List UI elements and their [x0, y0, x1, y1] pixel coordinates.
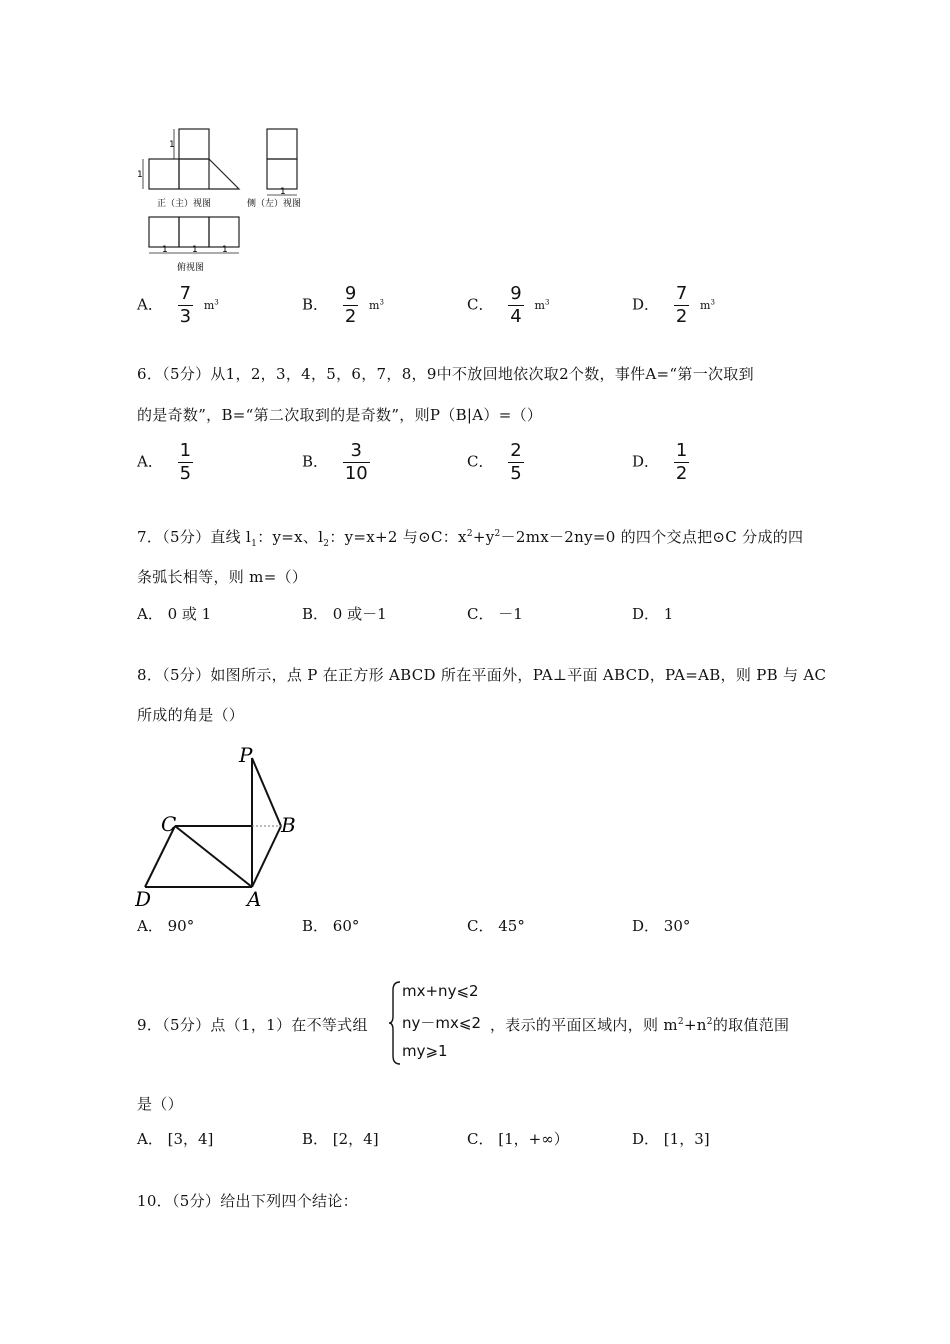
top-view-caption: 俯视图 — [177, 263, 205, 273]
q5-option-a — [137, 285, 219, 326]
numerator: 9 — [344, 283, 357, 304]
top-dim-label-1: 1 — [162, 245, 168, 255]
three-view-figure — [137, 125, 317, 275]
fraction — [674, 442, 689, 483]
side-dim-label: 1 — [280, 187, 286, 197]
fraction — [178, 285, 193, 326]
numerator: 9 — [510, 283, 522, 304]
side-view-upper-square — [267, 129, 297, 159]
q8-line-2: 所成的角是（） — [137, 706, 245, 724]
option-letter: C． — [467, 295, 494, 314]
front-view-mid-square — [179, 159, 209, 189]
q9-prefix: 9．（5分）点（1，1）在不等式组 — [137, 1016, 368, 1034]
label-A: A — [247, 887, 262, 910]
option-letter: D． — [632, 452, 660, 471]
q7-line-2: 条弧长相等，则 m=（） — [137, 568, 308, 586]
front-view-left-square — [149, 159, 179, 189]
q8-option-d: D． 30° — [632, 917, 691, 935]
unit: $m^3$ — [534, 298, 550, 313]
denominator: 2 — [675, 306, 688, 327]
front-dim-label-left: 1 — [137, 170, 143, 180]
diagonal-CA — [175, 826, 252, 887]
inequality-2: ny－mx⩽2 — [402, 1014, 481, 1032]
q9-line-2: 是（） — [137, 1095, 183, 1113]
q9-suffix: ，表示的平面区域内，则 $m^2+n^2$的取值范围 — [490, 1016, 790, 1034]
pyramid-figure — [135, 740, 305, 910]
top-view-square-3 — [209, 217, 239, 247]
label-C: C — [161, 812, 177, 836]
left-brace-icon — [388, 980, 402, 1066]
denominator: 5 — [510, 463, 522, 484]
denominator: 2 — [675, 463, 688, 484]
option-letter: B． — [302, 452, 329, 471]
inequality-3: my⩾1 — [402, 1042, 448, 1060]
unit: $m^3$ — [369, 298, 384, 313]
q7-option-b: B． 0 或－1 — [302, 605, 387, 623]
denominator: 2 — [344, 306, 357, 327]
edge-PB — [252, 758, 281, 826]
q6-option-b — [302, 442, 370, 483]
label-D: D — [135, 887, 152, 910]
q6-line-2: 的是奇数”，B=“第二次取到的是奇数”，则P（B|A）=（） — [137, 406, 543, 424]
fraction — [674, 285, 689, 326]
q6-option-a — [137, 442, 193, 483]
q5-option-b — [302, 285, 384, 326]
fraction — [508, 442, 523, 483]
q9-option-c: C． [1，+∞） — [467, 1130, 569, 1148]
denominator: 3 — [179, 306, 192, 327]
option-letter: A． — [137, 295, 163, 314]
front-view-caption: 正（主）视图 — [157, 199, 212, 209]
numerator: 2 — [510, 440, 522, 461]
top-dim-label-3: 1 — [222, 245, 228, 255]
top-dim-label-2: 1 — [192, 245, 198, 255]
q6-option-d — [632, 442, 689, 483]
unit: $m^3$ — [203, 298, 219, 313]
q5-option-c — [467, 285, 549, 326]
q8-option-a: A． 90° — [137, 917, 195, 935]
option-letter: A． — [137, 452, 163, 471]
q10-line-1: 10．（5分）给出下列四个结论： — [137, 1192, 358, 1210]
fraction — [343, 285, 358, 326]
side-view-caption: 侧（左）视图 — [247, 199, 302, 209]
denominator: 5 — [179, 463, 192, 484]
q9-option-b: B． [2，4] — [302, 1130, 379, 1148]
q5-option-d — [632, 285, 715, 326]
front-view-upper-square — [179, 129, 209, 159]
side-view-lower-square — [267, 159, 297, 189]
fraction — [508, 285, 523, 326]
front-dim-label-top: 1 — [169, 140, 175, 150]
edge-BA — [252, 826, 281, 887]
unit: $m^3$ — [700, 298, 715, 313]
top-view-square-1 — [149, 217, 179, 247]
top-view-square-2 — [179, 217, 209, 247]
q7-line-1: 7．（5分）直线 $l_1$：y=x、$l_2$：y=x+2 与⊙C：$x^2+y^2-2mx-2ny=0$ 的四个交点把⊙C 分成的四 — [137, 528, 804, 549]
q9-option-a: A． [3，4] — [137, 1130, 214, 1148]
q6-line-1: 6．（5分）从1，2，3，4，5，6，7，8，9中不放回地依次取2个数，事件A=“第一次取到 — [137, 365, 754, 383]
q7-option-a: A． 0 或 1 — [137, 605, 212, 623]
inequality-1: mx+ny⩽2 — [402, 982, 479, 1000]
q8-option-c: C． 45° — [467, 917, 525, 935]
q8-option-b: B． 60° — [302, 917, 360, 935]
numerator: 7 — [179, 283, 192, 304]
denominator: 4 — [510, 306, 522, 327]
option-letter: B． — [302, 295, 329, 314]
numerator: 3 — [343, 442, 370, 463]
denominator: 10 — [344, 463, 368, 484]
q9-option-d: D． [1，3] — [632, 1130, 710, 1148]
numerator: 1 — [179, 440, 192, 461]
q7-option-d: D． 1 — [632, 605, 674, 623]
fraction — [343, 442, 370, 483]
option-letter: C． — [467, 452, 494, 471]
numerator: 7 — [675, 283, 688, 304]
numerator: 1 — [675, 440, 688, 461]
q8-line-1: 8．（5分）如图所示，点 P 在正方形 ABCD 所在平面外，PA⊥平面 ABCD，PA=AB，则 PB 与 AC — [137, 666, 827, 684]
option-letter: D． — [632, 295, 660, 314]
q6-option-c — [467, 442, 524, 483]
front-view-triangle — [209, 159, 239, 189]
fraction — [178, 442, 193, 483]
label-P: P — [239, 743, 253, 767]
q7-option-c: C． －1 — [467, 605, 523, 623]
label-B: B — [281, 813, 296, 837]
